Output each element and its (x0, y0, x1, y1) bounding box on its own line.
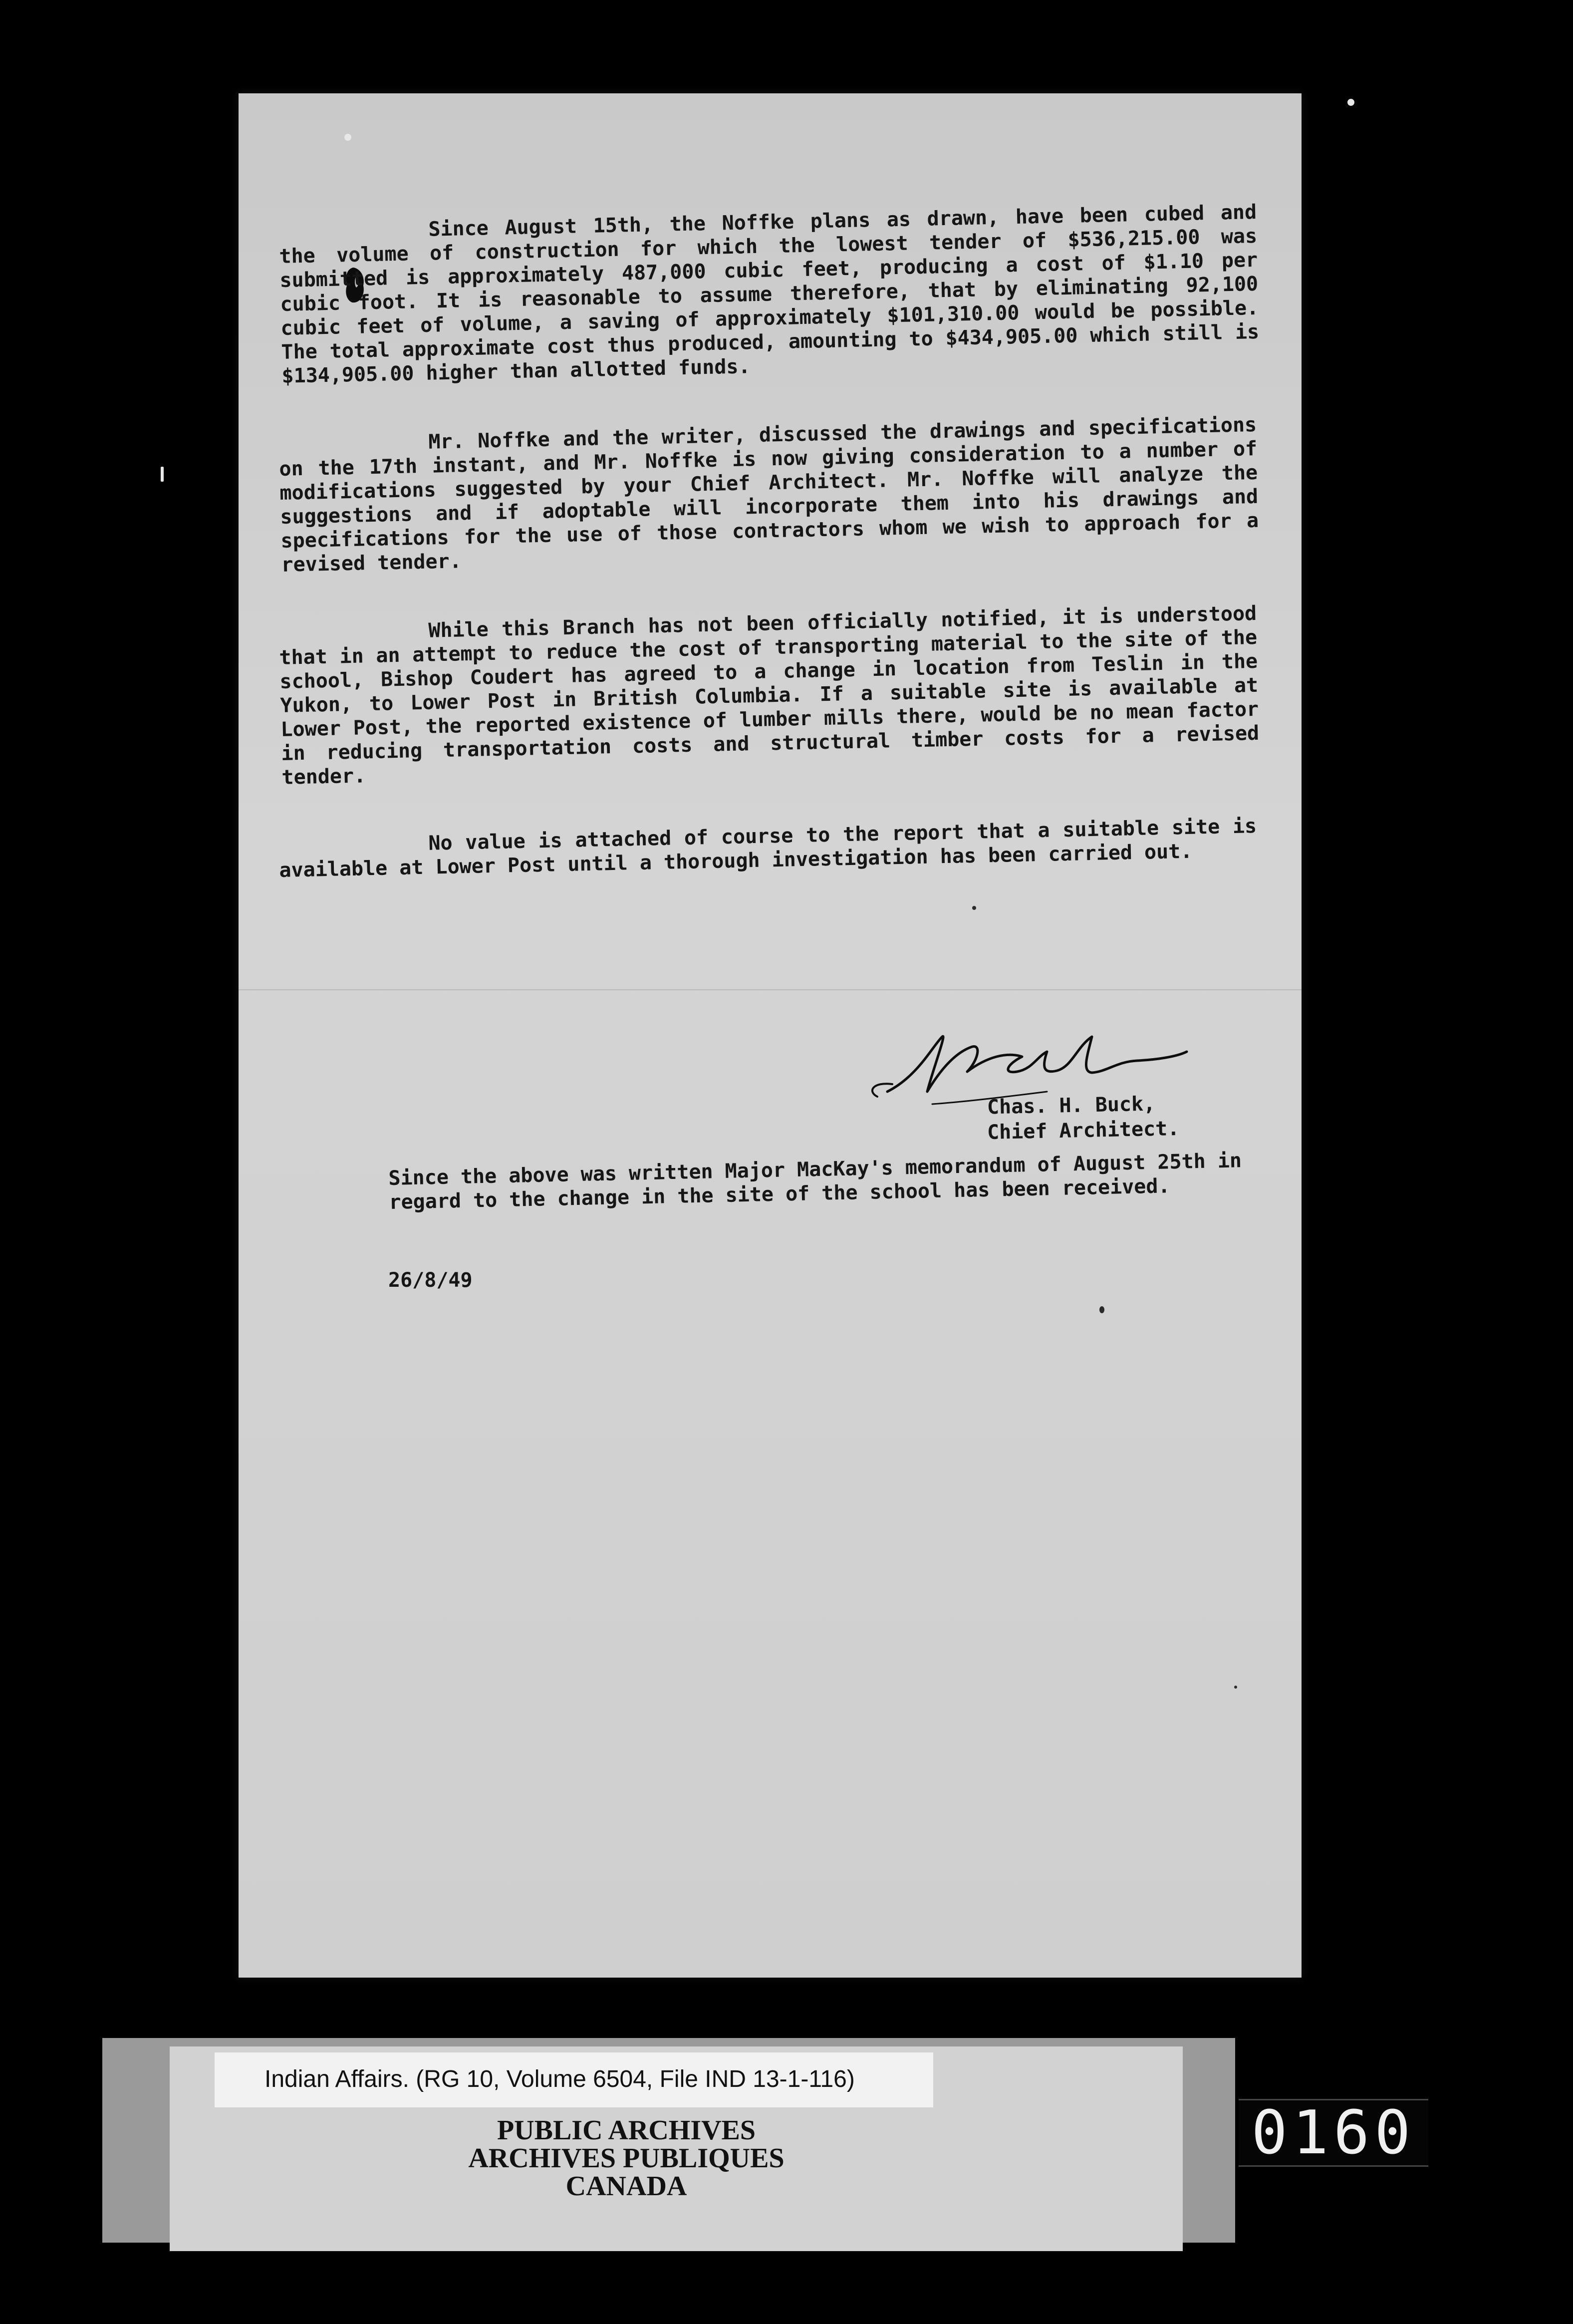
archives-line-english: PUBLIC ARCHIVES (497, 2115, 756, 2146)
signatory-name: Chas. H. Buck, (987, 1092, 1156, 1119)
postscript-date: 26/8/49 (388, 1269, 473, 1292)
archive-reference-text: Indian Affairs. (RG 10, Volume 6504, File IND 13-1-116) (264, 2066, 855, 2092)
microfilm-frame-number: 0160 (1239, 2099, 1428, 2167)
postscript-note: Since the above was written Major MacKay's memorandum of August 25th in regard to the change in the site of the school has been received. (388, 1149, 1254, 1214)
archives-line-country: CANADA (565, 2171, 687, 2202)
paragraph-site-change: While this Branch has not been officially notified, it is understood that in an attempt to reduce the cost of transporting material to the site of the school, Bishop Coudert has agreed to a change in location from Teslin in the Yukon, to Lower Post in British Columbia. If a suitable site is available at Lower Post, the reported existence of lumber mills there, would be no mean factor in reducing transportation costs and structural timber costs for a revised tender. (279, 601, 1272, 789)
signatory-title: Chief Architect. (987, 1117, 1180, 1145)
paragraph-investigation: No value is attached of course to the report that a suitable site is available at Lower Post until a thorough investigation has been carried out. (279, 814, 1269, 882)
paragraph-cost-estimate: Since August 15th, the Noffke plans as drawn, have been cubed and the volume of construction for which the lowest tender of $536,215.00 was submitted is approximately 487,000 cubic feet, producing a cost of $1.10 per cubic foot. It is reasonable to assume therefore, that by eliminating 92,100 cubic feet of volume, a saving of approximately $101,310.00 would be possible. The total approximate cost thus produced, amounting to $434,905.00 which still is $134,905.00 higher than allotted funds. (279, 200, 1272, 388)
paragraph-modifications: Mr. Noffke and the writer, discussed the drawings and specifications on the 17th instant, and Mr. Noffke is now giving consideration to a number of modifications suggested by your Chief Architect. Mr. Noffke will analyze the suggestions and if adoptable will incorporate them into his drawings and specifications for the use of those contractors whom we wish to approach for a revised tender. (279, 413, 1271, 577)
page-fold-line (239, 989, 1302, 990)
archives-line-french: ARCHIVES PUBLIQUES (468, 2143, 785, 2174)
letter-body (278, 200, 1272, 927)
archives-stamp (389, 2116, 863, 2200)
document-page (239, 93, 1302, 1978)
